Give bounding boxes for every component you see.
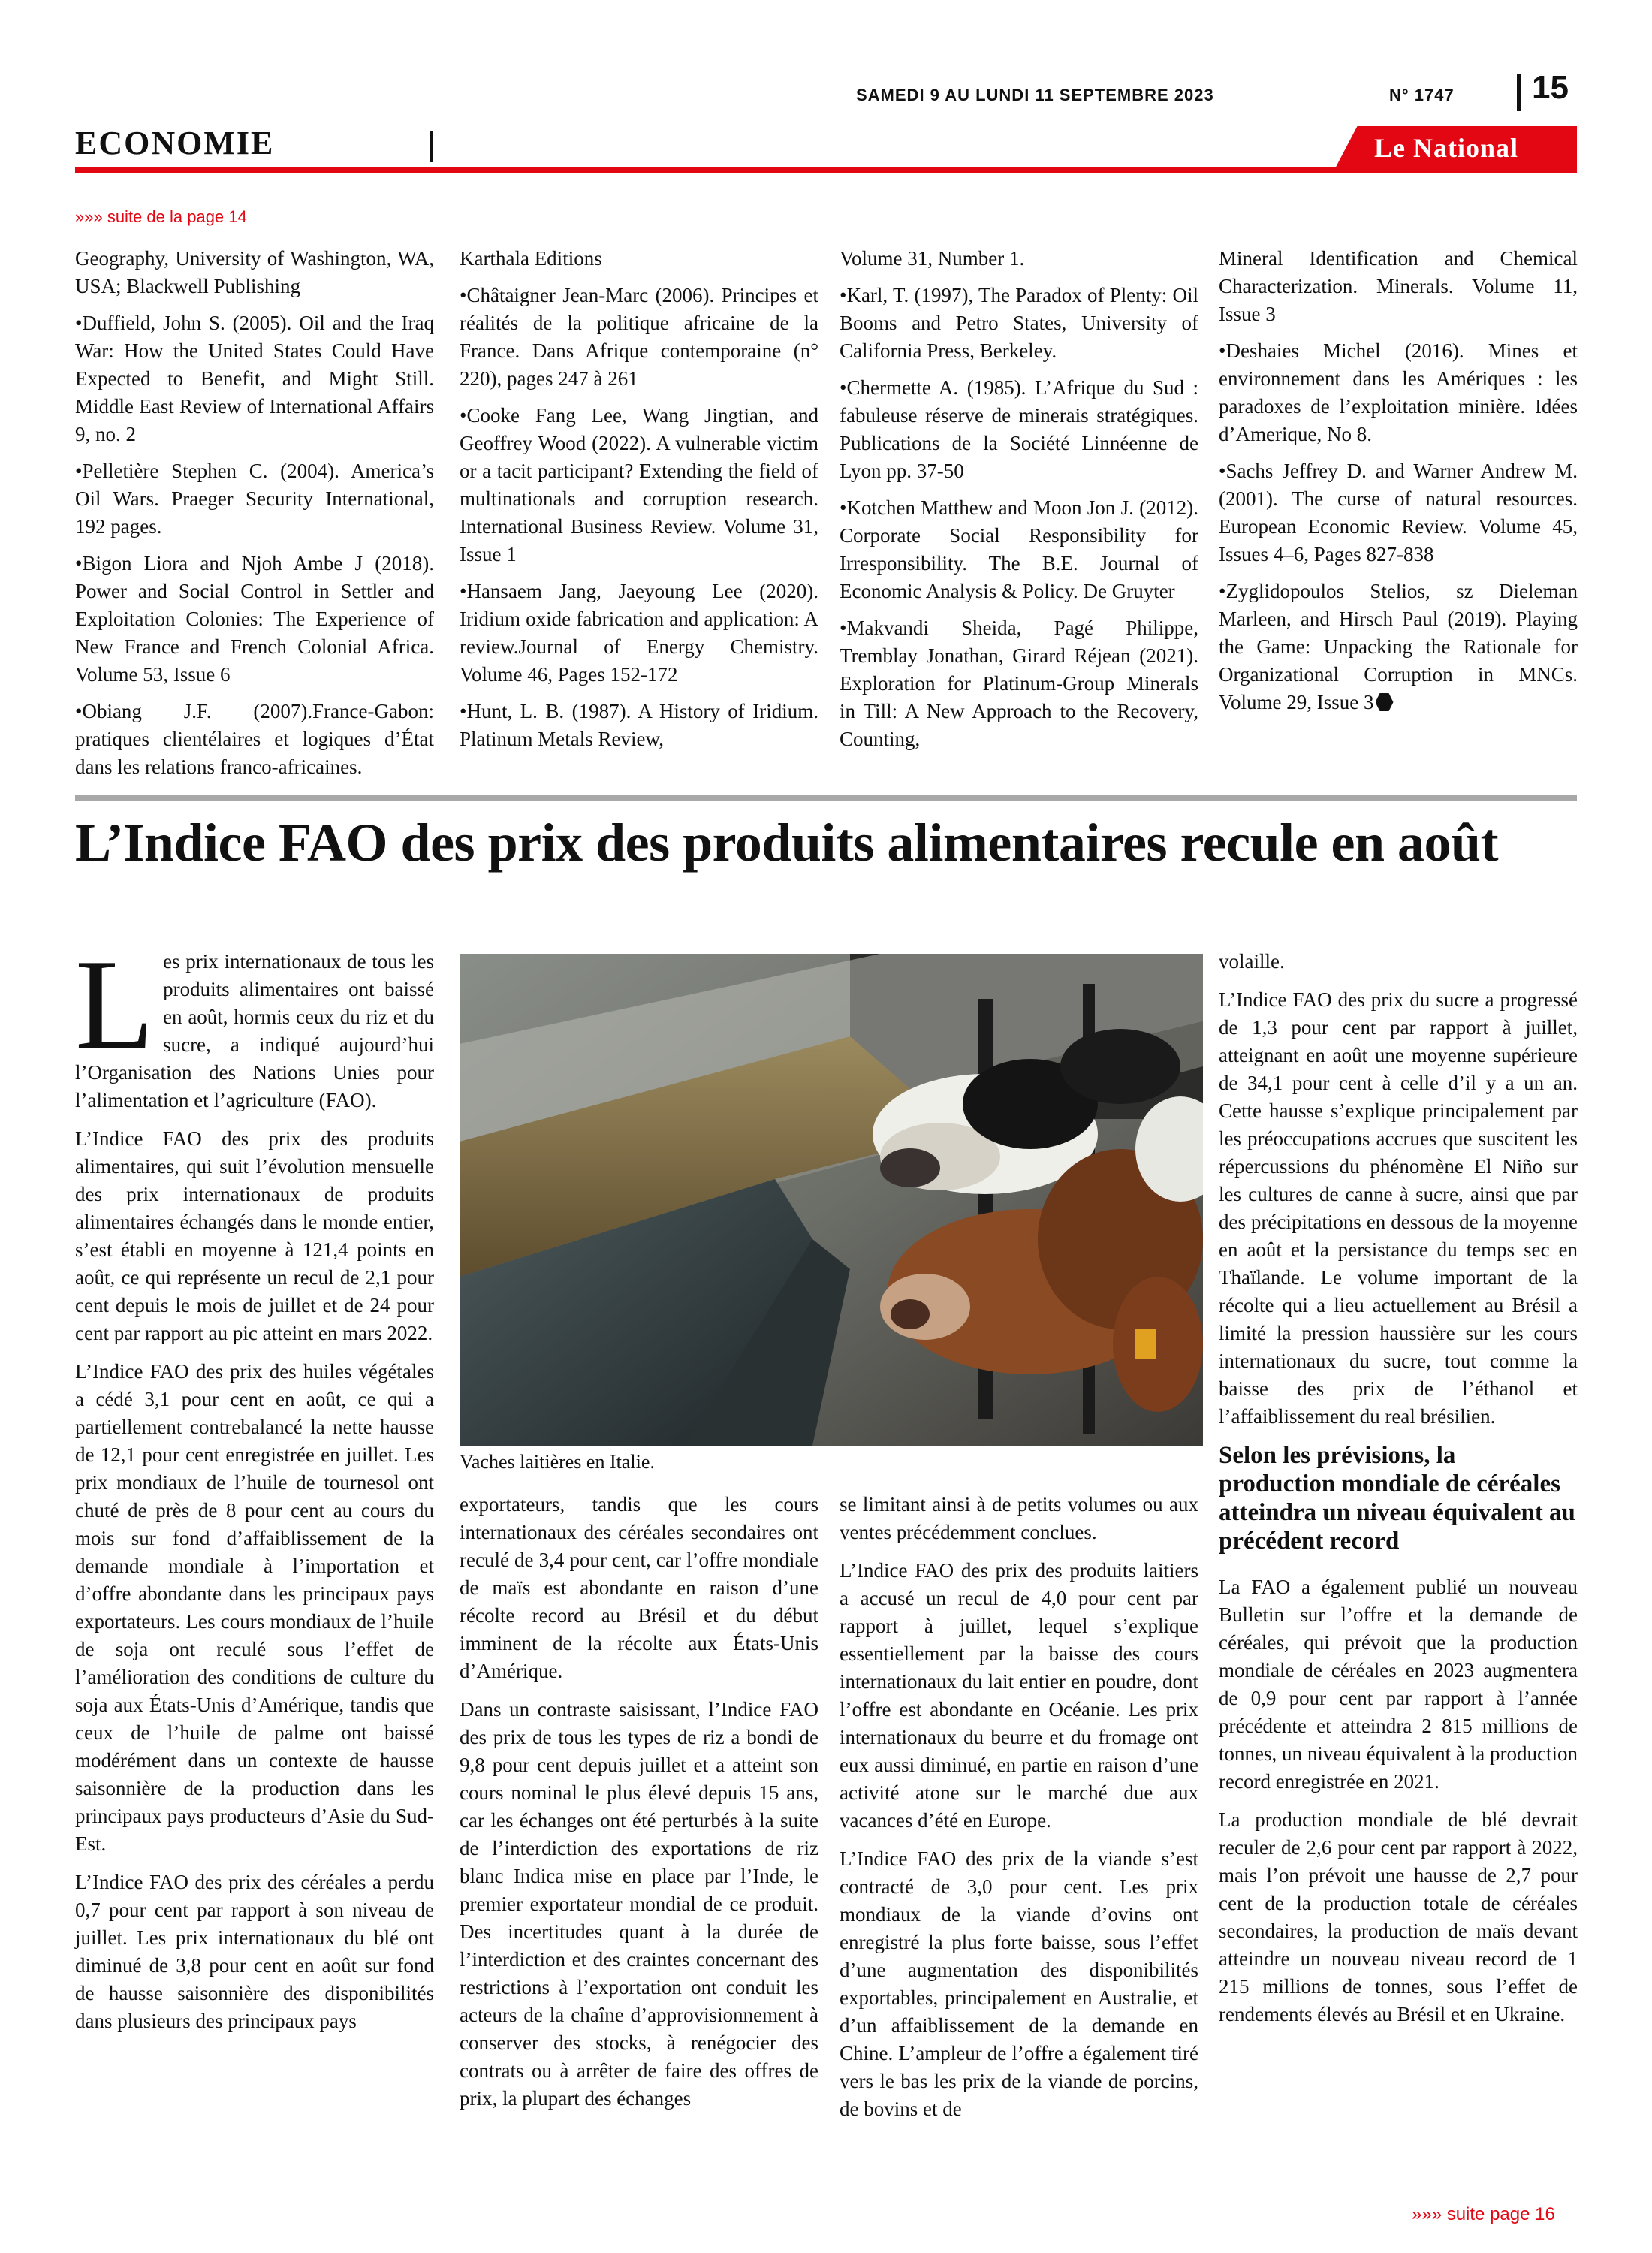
article-paragraph: se limitant ainsi à de petits volumes ou aux ventes précédemment conclues.: [840, 1493, 1198, 1543]
article-column-1: [75, 933, 434, 2046]
references-column-3: [840, 245, 1198, 762]
article-paragraph: L’Indice FAO des prix de la viande s’est contracté de 3,0 pour cent. Les prix mondiaux de la viande d’ovins ont enregistré la plus forte baisse, sous l’effet d’une augmentation des disponibilités exportables, principalement en Australie, et d’un affaiblissement de la demande en Chine. L’ampleur de l’offre a également tiré vers le bas les prix de la viande de porcins, de bovins et de: [840, 1847, 1198, 2120]
article-paragraph: Dans un contraste saisissant, l’Indice FAO des prix de tous les types de riz a bondi de 9,8 pour cent depuis juillet et a atteint son cours nominal le plus élevé depuis 15 ans, car les échanges ont été perturbés à la suite de l’interdiction des exportations de riz blanc Indica mise en place par l’Inde, le premier exportateur mondial de ce produit. Des incertitudes quant à la durée de l’interdiction et des craintes concernant des restrictions à l’exportation ont conduit les acteurs de la chaîne d’approvisionnement à conserver des stocks, à renégocier des contrats ou à arrêter de faire des offres de prix, la plupart des échanges: [460, 1698, 818, 2110]
section-divider-rule: [75, 795, 1577, 801]
reference-item: •Kotchen Matthew and Moon Jon J. (2012). Corporate Social Responsibility for Irresponsibility. The B.E. Journal of Economic Analysis & Policy. De Gruyter: [840, 496, 1198, 602]
reference-item: •Châtaigner Jean-Marc (2006). Principes et réalités de la politique africaine de la France. Dans Afrique contemporaine (n° 220), pages 247 à 261: [460, 284, 818, 390]
reference-item: Volume 31, Number 1.: [840, 247, 1025, 270]
reference-item: •Bigon Liora and Njoh Ambe J (2018). Power and Social Control in Settler and Exploitation Colonies: The Experience of New France and French Colonial Africa. Volume 53, Issue 6: [75, 552, 434, 686]
reference-item: •Pelletière Stephen C. (2004). America’s Oil Wars. Praeger Security International, 192 pages.: [75, 460, 434, 538]
brand-logo-text: Le National: [1374, 133, 1519, 163]
references-column-4: [1219, 245, 1578, 725]
reference-item: •Sachs Jeffrey D. and Warner Andrew M. (2001). The curse of natural resources. European Economic Review. Volume 45, Issues 4–6, Pages 827-838: [1219, 460, 1578, 566]
reference-item: •Karl, T. (1997), The Paradox of Plenty: Oil Booms and Petro States, University of California Press, Berkeley.: [840, 284, 1198, 362]
issue-number: N° 1747: [1389, 86, 1455, 104]
references-column-2: [460, 245, 818, 762]
section-title: ECONOMIE: [75, 125, 275, 161]
article-paragraph: L’Indice FAO des prix des huiles végétales a cédé 3,1 pour cent en août, ce qui a partiellement contrebalancé la nette hausse de 12,1 pour cent enregistrée en juillet. Les prix mondiaux de l’huile de tournesol ont chuté de près de 8 pour cent au cours du mois sur fond d’affaiblissement de la demande mondiale à l’importation et d’offre abondante dans les principaux pays exportateurs. Les cours mondiaux de l’huile de soja ont reculé sous l’effet de l’amélioration des conditions de culture du soja aux États-Unis d’Amérique, tandis que ceux de l’huile de palme ont baissé modérément dans un contexte de hausse saisonnière de la production dans les principaux pays producteurs d’Asie du Sud-Est.: [75, 1360, 434, 1855]
article-paragraph: exportateurs, tandis que les cours internationaux des céréales secondaires ont reculé de 3,4 pour cent, car l’offre mondiale de maïs est abondante en raison d’une récolte record au Brésil et du début imminent de la récolte aux États-Unis d’Amérique.: [460, 1493, 818, 1682]
article-photo: [460, 954, 1203, 1446]
reference-item: •Deshaies Michel (2016). Mines et environnement dans les Amériques : les paradoxes de l’exploitation minière. Idées d’Amerique, No 8.: [1219, 339, 1578, 445]
reference-item: •Makvandi Sheida, Pagé Philippe, Tremblay Jonathan, Girard Réjean (2021). Exploration for Platinum-Group Minerals in Till: A New Approach to the Recovery, Counting,: [840, 617, 1198, 750]
reference-item: •Cooke Fang Lee, Wang Jingtian, and Geoffrey Wood (2022). A vulnerable victim or a tacit participant? Extending the field of multinationals and corruption research. International Business Review. Volume 31, Issue 1: [460, 404, 818, 566]
article-paragraph: L’Indice FAO des prix des produits laitiers a accusé un recul de 4,0 pour cent par rapport à juillet, lequel s’explique essentiellement par la baisse des cours internationaux du lait entier en poudre, dont l’offre est abondante en Océanie. Les prix internationaux du beurre et du fromage ont eux aussi diminué, en partie en raison d’une activité atone sur le marché due aux vacances d’été en Europe.: [840, 1559, 1198, 1832]
end-mark-icon: [1376, 693, 1394, 711]
reference-item: •Hunt, L. B. (1987). A History of Iridium. Platinum Metals Review,: [460, 700, 818, 750]
continued-on-link[interactable]: »»» suite page 16: [1412, 2204, 1555, 2224]
article-column-2: [460, 1491, 818, 2123]
page-number: 15: [1532, 69, 1569, 106]
article-paragraph: La FAO a également publié un nouveau Bulletin sur l’offre et la demande de céréales, qui prévoit que la production mondiale de céréales en 2023 augmentera de 0,9 pour cent par rapport à l’année précédente et atteindra 2 815 millions de tonnes, un niveau équivalent à la production record enregistrée en 2021.: [1219, 1576, 1578, 1793]
article-paragraph: volaille.: [1219, 950, 1285, 973]
article-paragraph: [75, 933, 434, 1114]
article-column-3: [840, 1491, 1198, 2134]
reference-item: Mineral Identification and Chemical Characterization. Minerals. Volume 11, Issue 3: [1219, 247, 1578, 325]
article-paragraph-text: es prix internationaux de tous les produits alimentaires ont baissé en août, hormis ceux du riz et du sucre, a indiqué aujourd’hui l’Organisation des Nations Unies pour l’alimentation et l’agriculture (FAO).: [75, 950, 434, 1111]
section-divider: [430, 131, 433, 162]
reference-item-text: •Zyglidopoulos Stelios, sz Dieleman Marleen, and Hirsch Paul (2019). Playing the Game: Unpacking the Rationale for Organizational Corruption in MNCs. Volume 29, Issue 3: [1219, 580, 1578, 713]
references-column-1: [75, 245, 434, 790]
article-paragraph: L’Indice FAO des prix des céréales a perdu 0,7 pour cent par rapport à son niveau de juillet. Les prix internationaux du blé ont diminué de 3,8 pour cent en août sur fond de hausse saisonnière des disponibilités dans plusieurs des principaux pays: [75, 1871, 434, 2032]
article-paragraph: L’Indice FAO des prix du sucre a progressé de 1,3 pour cent par rapport à juillet, atteignant en août une moyenne supérieure de 34,1 pour cent à celle d’il y a un an. Cette hausse s’explique principalement par les préoccupations accrues que suscitent les répercussions du phénomène El Niño sur les cultures de canne à sucre, ainsi que par des précipitations en dessous de la moyenne en août et la persistance du temps sec en Thaïlande. Le volume important de la récolte qui a lieu actuellement au Brésil a limité la pression haussière sur les cours internationaux du sucre, tout comme la baisse des prix de l’éthanol et l’affaiblissement du real brésilien.: [1219, 988, 1578, 1428]
reference-item: •Hansaem Jang, Jaeyoung Lee (2020). Iridium oxide fabrication and application: A review.Journal of Energy Chemistry. Volume 46, Pages 152-172: [460, 580, 818, 686]
cows-feeding-photo: [460, 954, 1203, 1446]
reference-item: Karthala Editions: [460, 247, 602, 270]
drop-cap: L: [75, 933, 155, 1076]
header-divider: [1517, 74, 1521, 111]
photo-caption: Vaches laitières en Italie.: [460, 1451, 655, 1473]
article-column-4: [1219, 948, 1578, 2039]
issue-date: SAMEDI 9 AU LUNDI 11 SEPTEMBRE 2023: [856, 86, 1214, 104]
continued-from-link[interactable]: »»» suite de la page 14: [75, 207, 247, 226]
article-headline: L’Indice FAO des prix des produits alimentaires recule en août: [75, 813, 1499, 873]
reference-item: [1219, 578, 1578, 716]
reference-item: •Chermette A. (1985). L’Afrique du Sud : fabuleuse réserve de minerais stratégiques. Publications de la Société Linnéenne de Lyon pp. 37-50: [840, 376, 1198, 482]
article-paragraph: L’Indice FAO des prix des produits alimentaires, qui suit l’évolution mensuelle des prix internationaux de produits alimentaires échangés dans le monde entier, s’est établi en moyenne à 121,4 points en août, ce qui représente un recul de 2,1 pour cent depuis le mois de juillet et de 24 pour cent par rapport au pic atteint en mars 2022.: [75, 1127, 434, 1344]
article-subheading: Selon les prévisions, la production mondiale de céréales atteindra un niveau équivalent au précédent record: [1219, 1442, 1575, 1555]
reference-item: •Duffield, John S. (2005). Oil and the Iraq War: How the United States Could Have Expected to Benefit, and Might Still. Middle East Review of International Affairs 9, no. 2: [75, 312, 434, 445]
reference-item: Geography, University of Washington, WA, USA; Blackwell Publishing: [75, 247, 434, 297]
reference-item: •Obiang J.F. (2007).France-Gabon: pratiques clientélaires et logiques d’État dans les relations franco-africaines.: [75, 700, 434, 778]
article-paragraph: La production mondiale de blé devrait reculer de 2,6 pour cent par rapport à 2022, mais l’on prévoit une hausse de 2,7 pour cent de la production totale de céréales secondaires, la production de maïs devant atteindre un nouveau niveau record de 1 215 millions de tonnes, sous l’effet de rendements élevés au Brésil et en Ukraine.: [1219, 1808, 1578, 2025]
